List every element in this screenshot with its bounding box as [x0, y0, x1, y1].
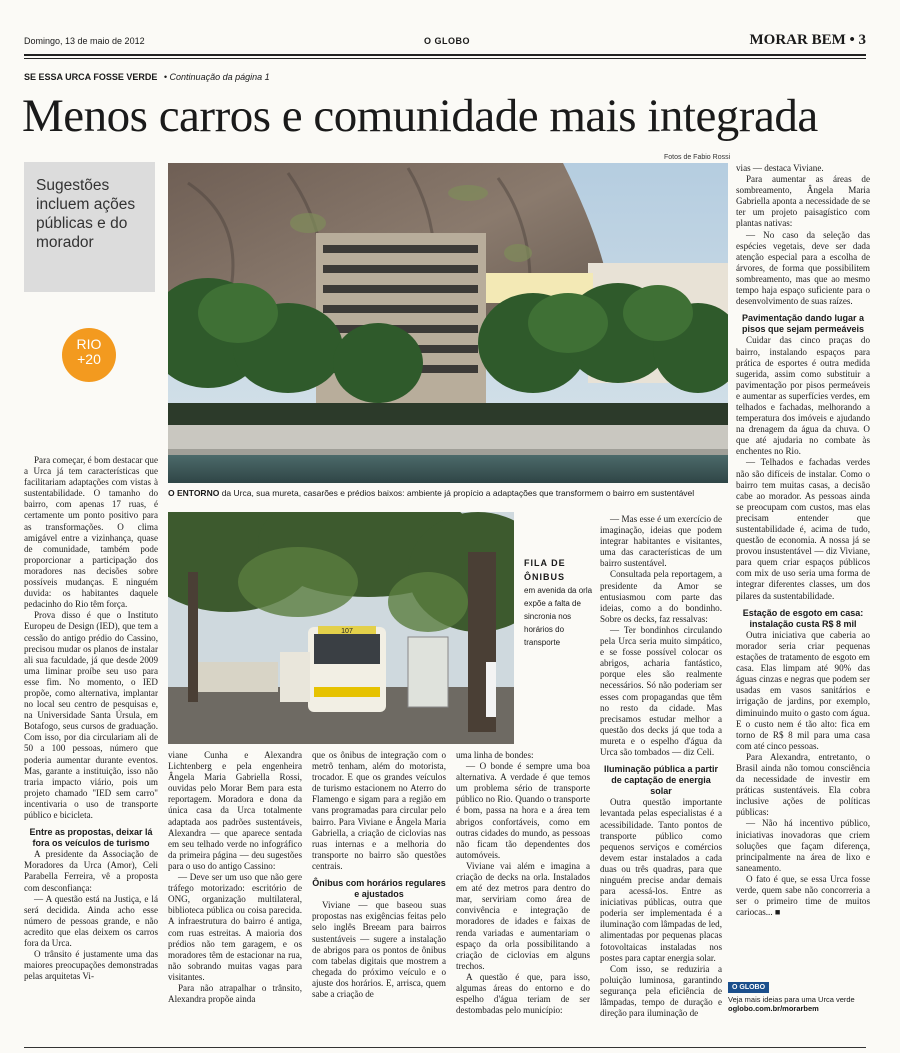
caption-text: da Urca, sua mureta, casarões e prédios baixos: ambiente já propício a adaptações que transformem o bairro em sustentável — [219, 488, 695, 498]
photo-bus-illustration — [168, 512, 514, 744]
bus-caption-title: FILA DE ÔNIBUS — [524, 558, 566, 582]
paragraph: Prova disso é que o Instituto Europeu de Design (IED), que tem a cessão do antigo prédio do Cassino, precisou mudar os planos de instalar ali sua faculdade, já que desde 2009 uma liminar proíbe seu uso para esse fim. No momento, o IED propõe, como alternativa, implantar no local seu centro de pesquisas e, na Universidade Santa Úrsula, em Botafogo, seus cursos de graduação. Com isso, por dia circulariam ali de 50 a 100 pessoas, número que poderia aumentar durante eventos. Mas, garante a instituição, isso não traria impacto viário, pois um projeto chamado "IED sem carro" incentivaria o uso de transporte público e bicicleta. — [24, 610, 158, 820]
paragraph: — A questão está na Justiça, e lá será decidida. Ainda acho esse número de pessoas grande, e não acredito que elas deixem os carros fora da Urca. — [24, 893, 158, 949]
bottom-rule — [24, 1047, 866, 1048]
bus-caption-text: em avenida da orla expõe a falta de sincronia nos horários do transporte — [524, 586, 593, 647]
web-promo[interactable] — [728, 982, 868, 1013]
photo-credit: Fotos de Fabio Rossi — [664, 154, 731, 161]
subheading: Estação de esgoto em casa: instalação custa R$ 8 mil — [742, 607, 864, 629]
subheading: Ônibus com horários regulares e ajustados — [312, 878, 446, 900]
summary-text: Sugestões incluem ações públicas e do morador — [36, 177, 136, 251]
paragraph: Para não atrapalhar o trânsito, Alexandra propõe ainda — [168, 982, 302, 1005]
paragraph: Outra questão importante levantada pelas especialistas é a acessibilidade. Tanto pontos de transporte público como pequenos serviços e comércios devem estar instalados a cada duas ou três quadras, para que ninguém precise andar demais para acessá-los. Entre as iniciativas públicas, outra que poderia ser implementada é a iluminação com lâmpadas de led, alimentadas por pequenas placas fotovoltaicas instaladas nos postes para captar energia solar. — [600, 797, 722, 963]
folio — [24, 34, 866, 50]
paragraph: — Mas esse é um exercício de imaginação, ideias que podem integrar habitantes e visitantes, uma das características de um bairro sustentável. — [600, 514, 722, 569]
subheading: Pavimentação dando lugar a pisos que sejam permeáveis — [741, 313, 865, 335]
paragraph: Viviane — que baseou suas propostas nas exigências feitas pelo selo inglês Breeam para bairros sustentáveis — sugere a instalação de abrigos para os pontos de ônibus com tabelas digitais que mostrem a chegada do próximo veículo e o ajuste dos horários. E, arrisca, quem sabe a criação de — [312, 900, 446, 999]
paragraph: Cuidar das cinco praças do bairro, instalando espaços para prática de esportes é outra medida sugerida, assim como substituir a pavimentação por pisos permeáveis e aumentar as superfícies verdes, em telhados e fachadas, melhorando a temperatura dos imóveis e ajudando na drenagem da água da chuva. O que até ajudaria no combate às enchentes no Rio. — [736, 335, 870, 457]
paragraph: O fato é que, se essa Urca fosse verde, quem sabe não concorreria a ser o primeiro time de muitos cariocas... ■ — [736, 873, 870, 918]
promo-badge: O GLOBO — [728, 982, 769, 993]
paragraph: Para aumentar as áreas de sombreamento, Ângela Maria Gabriella aponta a necessidade de se ter um projeto paisagístico com plantas nativas: — [736, 174, 870, 229]
kicker-continuation: • Continuação da página 1 — [163, 72, 270, 82]
kicker — [24, 72, 270, 82]
edition-date: Domingo, 13 de maio de 2012 — [24, 36, 145, 46]
column-4 — [456, 750, 590, 1040]
section-page: MORAR BEM • 3 — [749, 32, 866, 48]
paragraph: — Ter bondinhos circulando pela Urca seria muito simpático, e se fosse possível colocar os abrigos, acharia fantástico, porque eles são realmente necessários. Só não poderiam ser esses com propagandas que têm no resto da cidade. Mas precisamos estudar melhor a questão dos decks já que toda a mureta e o espelho d'água da Urca são tombados — diz Celi. — [600, 624, 722, 757]
photo-urca-entorno — [168, 163, 728, 483]
paragraph: A presidente da Associação de Moradores da Urca (Amor), Celi Parabella Ferreira, vê a proposta com desconfiança: — [24, 849, 158, 893]
photo-caption-main — [168, 488, 728, 498]
rio20-logo-line2: +20 — [77, 351, 101, 367]
paragraph: viane Cunha e Alexandra Lichtenberg e pela engenheira Ângela Maria Gabriella Rossi, ouvidas pelo Morar Bem para esta reportagem. Moradora e dona da única casa da Urca totalmente adaptada aos padrões sustentáveis, Alexandra — que aparece sentada em seu telhado verde no infográfico da primeira página — deu sugestões para o uso do antigo Cassino: — [168, 750, 302, 871]
paragraph: Com isso, se reduziria a poluição luminosa, garantindo segurança pela eficiência de lâmpadas, tempo de duração e direção para iluminação de — [600, 963, 722, 1019]
paragraph: vias — destaca Viviane. — [736, 163, 824, 173]
paragraph: Para começar, é bom destacar que a Urca já tem características que facilitariam adaptações com vistas à sustentabilidade. O tamanho do bairro, com apenas 17 ruas, é certamente um ponto positivo para as transformações. O clima amigável entre a vizinhança, quase de comunidade, também pode proporcionar a participação dos moradores nas decisões sobre possíveis mudanças. E ninguém duvida: os habitantes daquele pedacinho do Rio têm força. — [24, 455, 158, 610]
paragraph: — Deve ser um uso que não gere tráfego motorizado: escritório de ONG, organização multilateral, biblioteca pública ou coisa parecida. A infraestrutura do bairro é antiga, com ruas estreitas. A maioria dos prédios não tem garagem, e os moradores têm de estacionar na rua, não sobrando muitas vagas para visitantes. — [168, 872, 302, 982]
newspaper-name: O GLOBO — [424, 36, 470, 46]
bus-route-sign: 107 — [341, 628, 353, 635]
paragraph: — Telhados e fachadas verdes não são difíceis de instalar. Como o bairro tem muitas casas, a decisão cabe ao morador. As pessoas ainda se preocupam com custos, mas elas precisam entender que sustentabilidade é, acima de tudo, questão de economia. A nossa já se provou insustentável — diz Viviane, para quem criar espaços públicos com mix de uso seria uma forma de integrar diferentes classes, um dos pilares da sustentabilidade. — [736, 457, 870, 601]
promo-text: Veja mais ideias para uma Urca verde — [728, 995, 855, 1004]
rio20-logo — [62, 328, 116, 382]
paragraph: O trânsito é justamente uma das maiores preocupações demonstradas pelas arquitetas Vi- — [24, 949, 158, 982]
photo-caption-bus — [524, 556, 602, 649]
paragraph: — O bonde é sempre uma boa alternativa. A verdade é que temos um problema sério de transporte público no Rio. Quando o transporte é bom, passa na hora e a área tem abrigos confortáveis, como em outras cidades do mundo, as pessoas não ficam tão dependentes dos automóveis. — [456, 761, 590, 860]
column-5 — [600, 514, 722, 1042]
column-2 — [168, 750, 302, 1040]
rio20-logo-line1: RIO — [76, 336, 102, 352]
paragraph: — Não há incentivo público, iniciativas inovadoras que criem soluções que façam diferença, principalmente na área de lixo e saneamento. — [736, 818, 870, 873]
caption-lead: O ENTORNO — [168, 488, 220, 498]
top-rule — [24, 54, 866, 56]
paragraph: Para Alexandra, entretanto, o Brasil ainda não tomou consciência da necessidade de investir em práticas sustentáveis. Ela cobra inclusive ações de políticas públicas: — [736, 751, 870, 818]
paragraph: que os ônibus de integração com o metrô tenham, além do motorista, trocador. E que os grandes veículos de turismo estacionem no Aterro do Flamengo e sigam para a região em vans programadas para circular pelo bairro. Para Viviane e Ângela Maria Gabriella, a criação de ciclovias nas ruas internas e a melhoria do transporte no bairro são questões centrais. — [312, 750, 446, 871]
headline: Menos carros e comunidade mais integrada — [22, 90, 818, 142]
promo-url[interactable]: oglobo.com.br/morarbem — [728, 1004, 819, 1013]
column-3 — [312, 750, 446, 1040]
subheading: Entre as propostas, deixar lá fora os veículos de turismo — [29, 827, 153, 849]
photo-bus-queue — [168, 512, 514, 744]
photo-urca-illustration — [168, 163, 728, 483]
column-6 — [736, 163, 870, 975]
paragraph: Viviane vai além e imagina a criação de decks na orla. Instalados em até dez metros para dentro do mar, serviriam como área de convivência e integração de moradores de idades e faixas de renda variadas e aumentariam o espaço da orla possibilitando a criação de ciclovias em alguns trechos. — [456, 860, 590, 971]
subheading: Iluminação pública a partir de captação de energia solar — [603, 764, 719, 797]
top-rule-thin — [24, 58, 866, 59]
paragraph: A questão é que, para isso, algumas áreas do entorno e do espelho d'água teriam de ser destombadas pelo município: — [456, 971, 590, 1016]
summary-box — [24, 162, 155, 292]
paragraph: Consultada pela reportagem, a presidente da Amor se entusiasmou com parte das ideias, como a do bondinho. Sobre os decks, faz ressalvas: — [600, 569, 722, 624]
paragraph: — No caso da seleção das espécies vegetais, deve ser dada atenção especial para a escolha de árvores, de forma que possibilitem sombreamento, mas que ao mesmo tempo haja espaço suficiente para o desenvolvimento de suas raízes. — [736, 229, 870, 307]
paragraph: uma linha de bondes: — [456, 750, 534, 760]
paragraph: Outra iniciativa que caberia ao morador seria criar pequenas estações de tratamento de esgoto em casa. Elas limpam até 90% das águas cinzas e negras que podem ser usadas em vasos sanitários e irrigação de jardins, por exemplo, diminuindo muito o gasto com água. E o custo nem é tão alto: fica em torno de R$ 8 mil para uma casa com até cinco pessoas. — [736, 629, 870, 751]
column-1 — [24, 455, 158, 1040]
kicker-label: SE ESSA URCA FOSSE VERDE — [24, 72, 158, 82]
